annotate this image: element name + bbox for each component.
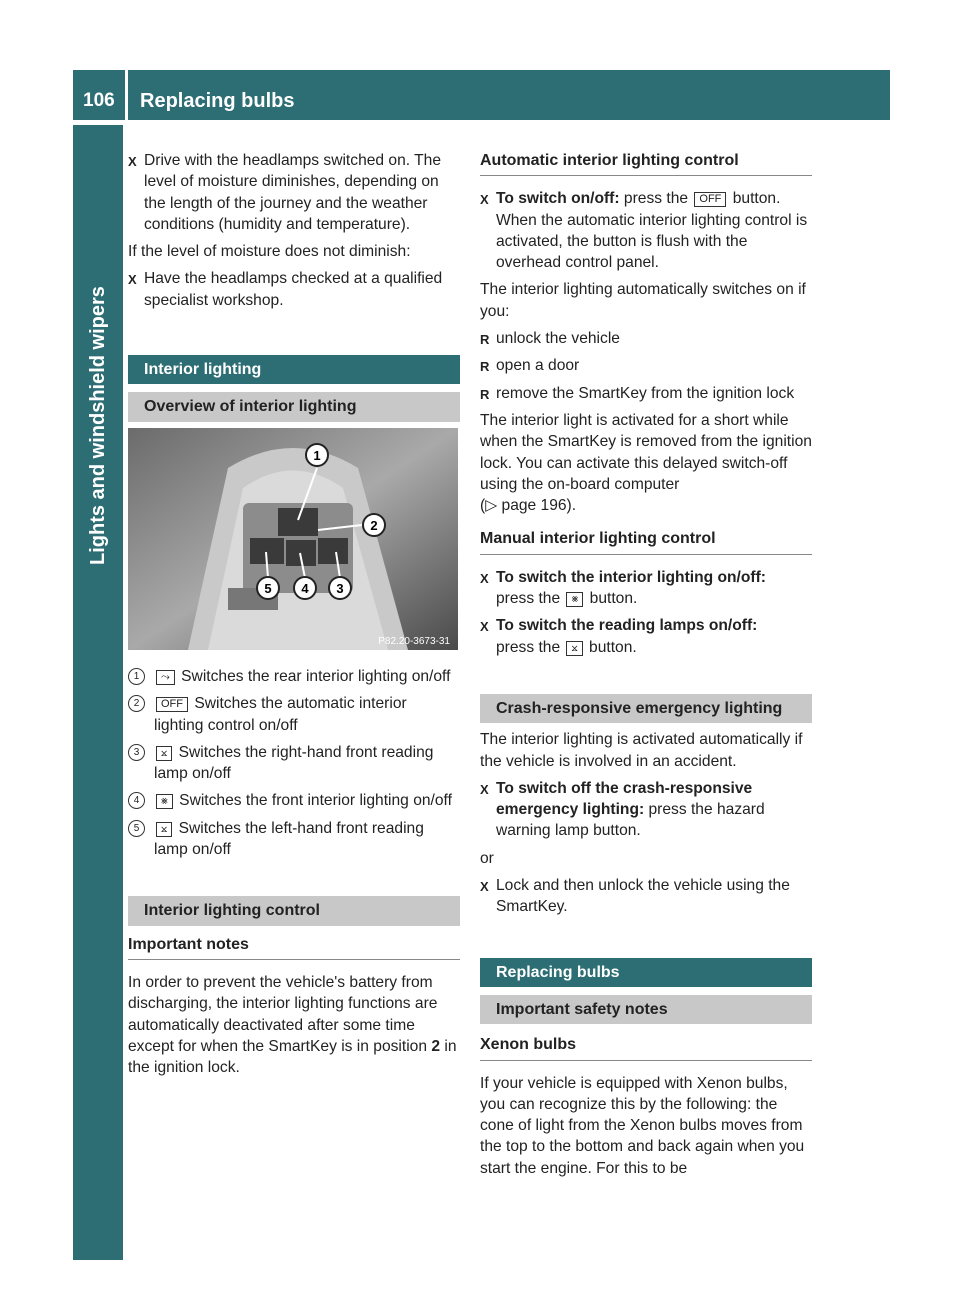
legend-item-3: 3 ⨲ Switches the right-hand front reading lamp on/off bbox=[128, 742, 460, 785]
step-auto-switch: X To switch on/off: press the OFF button. When the automatic interior lighting control is activated, the button is flush with the overhead control panel. bbox=[480, 188, 812, 273]
subheading-important-notes: Important notes bbox=[128, 934, 460, 960]
page-title: Replacing bulbs bbox=[140, 90, 295, 112]
right-column bbox=[480, 150, 812, 1185]
section-safety: Important safety notes bbox=[480, 995, 812, 1024]
reading-lamp-icon: ⨲ bbox=[566, 641, 582, 656]
section-control: Interior lighting control bbox=[128, 896, 460, 925]
crash-paragraph: The interior lighting is activated automatically if the vehicle is involved in an accident. bbox=[480, 731, 803, 770]
callout-2 bbox=[363, 514, 385, 536]
reading-lamp-icon: ⨲ bbox=[156, 822, 172, 837]
section-overview: Overview of interior lighting bbox=[128, 392, 460, 421]
section-replacing-bulbs: Replacing bulbs bbox=[480, 958, 812, 987]
step-reading-switch: X To switch the reading lamps on/off: press the ⨲ button. bbox=[480, 615, 812, 658]
front-light-icon: ⨳ bbox=[566, 592, 583, 607]
section-crash: Crash-responsive emergency lighting bbox=[480, 694, 812, 723]
or-text: or bbox=[480, 849, 494, 867]
step-lock-unlock: X Lock and then unlock the vehicle using the SmartKey. bbox=[480, 875, 812, 918]
header-divider bbox=[125, 70, 128, 120]
rear-light-icon: ⤳ bbox=[156, 670, 175, 685]
legend-item-5: 5 ⨲ Switches the left-hand front reading lamp on/off bbox=[128, 818, 460, 861]
moisture-paragraph: If the level of moisture does not diminish: bbox=[128, 243, 411, 261]
page-number: 106 bbox=[83, 90, 115, 111]
step-interior-switch: X To switch the interior lighting on/off: press the ⨳ button. bbox=[480, 567, 812, 610]
front-light-icon: ⨳ bbox=[156, 794, 173, 809]
battery-paragraph: In order to prevent the vehicle's battery from discharging, the interior lighting functions are automatically deactivated after some time except for when the SmartKey is in position 2 in the ignition lock. bbox=[128, 973, 457, 1077]
auto-control-icon: OFF bbox=[156, 697, 188, 712]
callout-3 bbox=[329, 577, 351, 599]
subheading-automatic: Automatic interior lighting control bbox=[480, 150, 812, 176]
subheading-manual: Manual interior lighting control bbox=[480, 528, 812, 554]
overhead-panel-photo bbox=[128, 428, 458, 650]
svg-text:4: 4 bbox=[301, 580, 309, 596]
reading-lamp-icon: ⨲ bbox=[156, 746, 172, 761]
svg-text:5: 5 bbox=[264, 580, 272, 596]
callout-4 bbox=[294, 577, 316, 599]
legend-item-1: 1 ⤳ Switches the rear interior lighting on/off bbox=[128, 666, 460, 687]
delay-paragraph: The interior light is activated for a short while when the SmartKey is removed from the ignition lock. You can activate this delayed switch-off using the on-board computer (▷ page 196). bbox=[480, 411, 812, 515]
section-interior-lighting: Interior lighting bbox=[128, 355, 460, 384]
auto-control-icon: OFF bbox=[694, 192, 726, 207]
svg-text:1: 1 bbox=[313, 447, 321, 463]
xenon-paragraph: If your vehicle is equipped with Xenon bulbs, you can recognize this by the following: the cone of light from the Xenon bulbs moves from the top to the bottom and back again when you start the engine. For this to be bbox=[480, 1074, 805, 1177]
legend-item-2: 2 OFF Switches the automatic interior lighting control on/off bbox=[128, 693, 460, 736]
auto-paragraph: The interior lighting automatically switches on if you: bbox=[480, 281, 806, 320]
chapter-title: Lights and windshield wipers bbox=[87, 286, 109, 565]
step-crash-off: X To switch off the crash-responsive emergency lighting: press the hazard warning lamp button. bbox=[480, 778, 812, 842]
left-column bbox=[128, 150, 460, 1084]
callout-5 bbox=[257, 577, 279, 599]
step-drive: X Drive with the headlamps switched on. The level of moisture diminishes, depending on the length of the journey and the weather conditions (humidity and temperature). bbox=[128, 150, 460, 235]
step-workshop: X Have the headlamps checked at a qualified specialist workshop. bbox=[128, 268, 460, 311]
bullet-door: R open a door bbox=[480, 355, 812, 376]
chapter-sidebar bbox=[73, 125, 123, 1260]
legend-item-4: 4 ⨳ Switches the front interior lighting on/off bbox=[128, 790, 460, 811]
bullet-unlock: R unlock the vehicle bbox=[480, 328, 812, 349]
bullet-smartkey: R remove the SmartKey from the ignition lock bbox=[480, 383, 812, 404]
page-header bbox=[73, 70, 890, 120]
svg-text:2: 2 bbox=[370, 517, 378, 533]
subheading-xenon: Xenon bulbs bbox=[480, 1034, 812, 1060]
svg-text:3: 3 bbox=[336, 580, 344, 596]
photo-code: P82.20-3673-31 bbox=[378, 635, 450, 647]
callout-1 bbox=[306, 444, 328, 466]
